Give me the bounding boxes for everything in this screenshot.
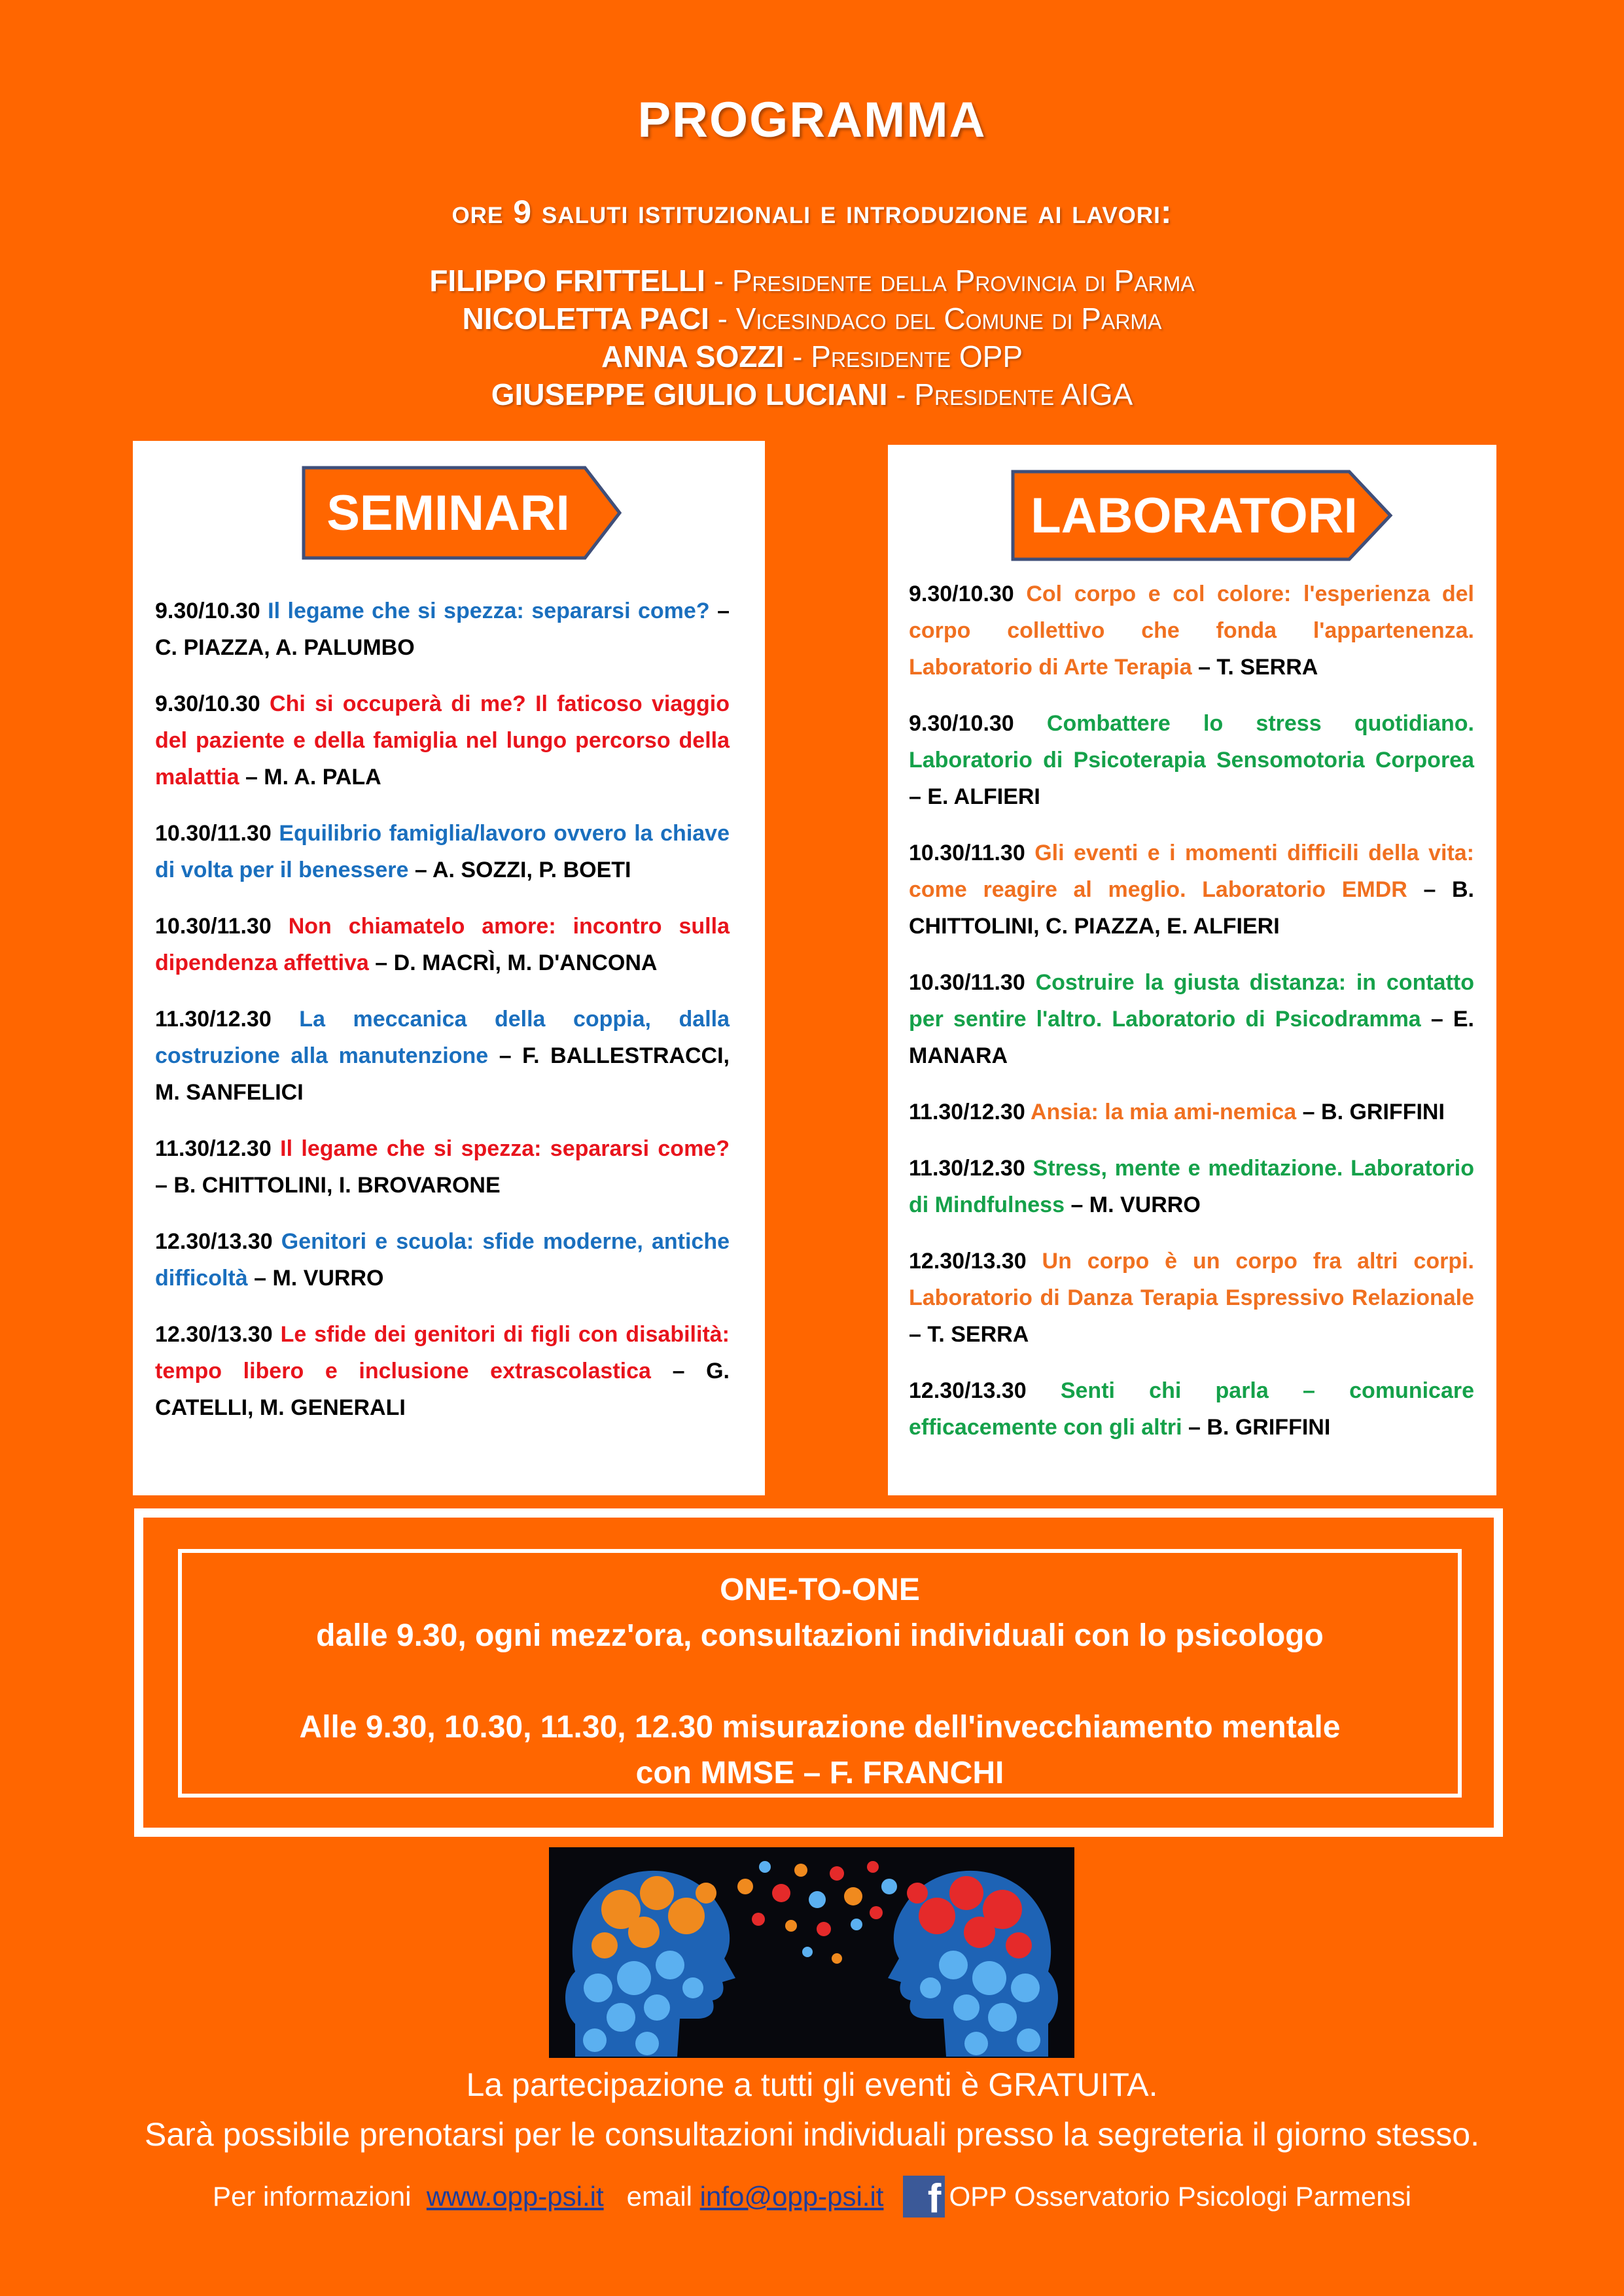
seminari-panel <box>133 441 765 1495</box>
session-title: Chi si occuperà di me? Il faticoso viaggio del paziente e della famiglia nel lungo percorso della malattia <box>155 691 730 790</box>
one-to-one-box <box>134 1508 1503 1837</box>
session-title: Le sfide dei genitori di figli con disabilità: tempo libero e inclusione extrascolastica <box>155 1322 730 1383</box>
session-title: Il legame che si spezza: separarsi come? <box>280 1136 730 1161</box>
session-speakers: – D. MACRÌ, M. D'ANCONA <box>375 950 658 975</box>
session-speakers: – C. PIAZZA, A. PALUMBO <box>155 599 730 660</box>
session-speakers: – B. GRIFFINI <box>1302 1100 1445 1124</box>
speaker-line <box>0 263 1624 298</box>
session-item <box>155 1130 730 1204</box>
session-speakers: – E. ALFIERI <box>909 784 1040 809</box>
session-time: 11.30/12.30 <box>155 1136 272 1161</box>
session-speakers: – B. GRIFFINI <box>1188 1415 1331 1440</box>
session-time: 12.30/13.30 <box>909 1249 1027 1274</box>
session-speakers: – M. A. PALA <box>245 765 381 790</box>
one-to-one-line: con MMSE – F. FRANCHI <box>635 1756 1004 1790</box>
speaker-role: - Vicesindaco del Comune di Parma <box>709 302 1162 336</box>
session-item <box>155 593 730 666</box>
info-label: Per informazioni <box>213 2181 412 2212</box>
email-label: email <box>626 2181 692 2212</box>
session-time: 9.30/10.30 <box>909 582 1014 606</box>
seminari-label: SEMINARI <box>327 485 570 541</box>
footer-free-notice: La partecipazione a tutti gli eventi è GRATUITA. <box>466 2066 1158 2103</box>
facebook-icon[interactable]: f <box>903 2176 945 2218</box>
session-title: Costruire la giusta distanza: in contatto per sentire l'altro. Laboratorio di Psicodramma <box>909 970 1474 1032</box>
session-time: 9.30/10.30 <box>155 691 260 716</box>
session-speakers: – F. BALLESTRACCI, M. SANFELICI <box>155 1043 730 1105</box>
session-item <box>909 1243 1474 1353</box>
speaker-line <box>0 339 1624 374</box>
session-time: 10.30/11.30 <box>909 970 1025 995</box>
speaker-role: - Presidente AIGA <box>887 377 1133 411</box>
session-item <box>155 686 730 795</box>
session-item <box>909 705 1474 815</box>
seminari-list <box>155 593 730 1446</box>
session-item <box>155 1316 730 1426</box>
one-to-one-spacer <box>182 1659 1458 1705</box>
speaker-name: ANNA SOZZI <box>601 339 785 374</box>
session-speakers: – G. CATELLI, M. GENERALI <box>155 1359 730 1420</box>
session-time: 12.30/13.30 <box>155 1322 273 1347</box>
speaker-name: NICOLETTA PACI <box>462 302 709 336</box>
session-speakers: – T. SERRA <box>909 1322 1029 1347</box>
session-title: La meccanica della coppia, dalla costruzione alla manutenzione <box>155 1007 730 1068</box>
session-item <box>909 964 1474 1074</box>
session-item <box>909 835 1474 945</box>
page-title: PROGRAMMA <box>637 92 987 148</box>
session-time: 9.30/10.30 <box>909 711 1014 736</box>
session-title: Gli eventi e i momenti difficili della vita: come reagire al meglio. Laboratorio EMDR <box>909 841 1475 902</box>
session-item <box>909 1150 1474 1223</box>
session-title: Un corpo è un corpo fra altri corpi. Laboratorio di Danza Terapia Espressivo Relazionale <box>909 1249 1474 1310</box>
session-title: Col corpo e col colore: l'esperienza del corpo collettivo che fonda l'appartenenza. Laboratorio di Arte Terapia <box>909 582 1474 680</box>
website-link[interactable]: www.opp-psi.it <box>426 2181 604 2212</box>
session-time: 12.30/13.30 <box>909 1378 1027 1403</box>
session-item <box>155 815 730 888</box>
session-title: Ansia: la mia ami-nemica <box>1030 1100 1297 1124</box>
seminari-arrow-banner <box>302 466 622 560</box>
session-speakers: – E. MANARA <box>909 1007 1474 1068</box>
session-time: 12.30/13.30 <box>155 1229 273 1254</box>
session-speakers: – M. VURRO <box>254 1266 384 1291</box>
session-time: 9.30/10.30 <box>155 599 260 623</box>
session-title: Il legame che si spezza: separarsi come? <box>268 599 710 623</box>
session-title: Combattere lo stress quotidiano. Laboratorio di Psicoterapia Sensomotoria Corporea <box>909 711 1474 773</box>
session-item <box>155 908 730 981</box>
speaker-name: GIUSEPPE GIULIO LUCIANI <box>491 377 888 411</box>
speaker-line <box>0 377 1624 412</box>
session-title: Non chiamatelo amore: incontro sulla dipendenza affettiva <box>155 914 730 975</box>
session-title: Genitori e scuola: sfide moderne, antiche difficoltà <box>155 1229 730 1291</box>
brains-gears-illustration <box>549 1847 1074 2058</box>
session-speakers: – T. SERRA <box>1198 655 1318 680</box>
one-to-one-line: dalle 9.30, ogni mezz'ora, consultazioni individuali con lo psicologo <box>316 1618 1324 1653</box>
laboratori-label: LABORATORI <box>1031 487 1358 544</box>
session-speakers: – B. CHITTOLINI, I. BROVARONE <box>155 1173 501 1198</box>
session-time: 10.30/11.30 <box>909 841 1025 865</box>
session-time: 10.30/11.30 <box>155 914 272 939</box>
session-time: 11.30/12.30 <box>909 1156 1025 1181</box>
email-link[interactable]: info@opp-psi.it <box>699 2181 884 2212</box>
session-time: 11.30/12.30 <box>909 1100 1025 1124</box>
intro-subtitle: ore 9 saluti istituzionali e introduzione ai lavori: <box>451 194 1173 230</box>
speaker-line <box>0 301 1624 336</box>
session-speakers: – B. CHITTOLINI, C. PIAZZA, E. ALFIERI <box>909 877 1475 939</box>
session-title: Equilibrio famiglia/lavoro ovvero la chiave di volta per il benessere <box>155 821 730 882</box>
speaker-role: - Presidente della Provincia di Parma <box>705 264 1195 298</box>
one-to-one-title: ONE-TO-ONE <box>720 1573 920 1607</box>
laboratori-list <box>909 576 1474 1465</box>
session-item <box>909 576 1474 686</box>
speaker-role: - Presidente OPP <box>784 339 1023 374</box>
one-to-one-inner-frame <box>178 1549 1462 1798</box>
one-to-one-line: Alle 9.30, 10.30, 11.30, 12.30 misurazione dell'invecchiamento mentale <box>299 1710 1341 1745</box>
session-item <box>155 1001 730 1111</box>
session-item <box>909 1094 1474 1130</box>
session-title: Senti chi parla – comunicare efficacemente con gli altri <box>909 1378 1474 1440</box>
footer-booking-notice: Sarà possibile prenotarsi per le consultazioni individuali presso la segreteria il giorno stesso. <box>145 2116 1479 2153</box>
session-speakers: – A. SOZZI, P. BOETI <box>414 858 631 882</box>
session-speakers: – M. VURRO <box>1070 1192 1201 1217</box>
laboratori-arrow-banner <box>1011 470 1393 561</box>
session-item <box>155 1223 730 1296</box>
laboratori-panel <box>888 445 1496 1495</box>
speaker-name: FILIPPO FRITTELLI <box>429 264 705 298</box>
facebook-page-name: OPP Osservatorio Psicologi Parmensi <box>949 2181 1411 2212</box>
session-time: 11.30/12.30 <box>155 1007 272 1032</box>
session-title: Stress, mente e meditazione. Laboratorio di Mindfulness <box>909 1156 1474 1217</box>
session-time: 10.30/11.30 <box>155 821 272 846</box>
session-item <box>909 1372 1474 1446</box>
footer-contacts <box>0 2176 1624 2221</box>
